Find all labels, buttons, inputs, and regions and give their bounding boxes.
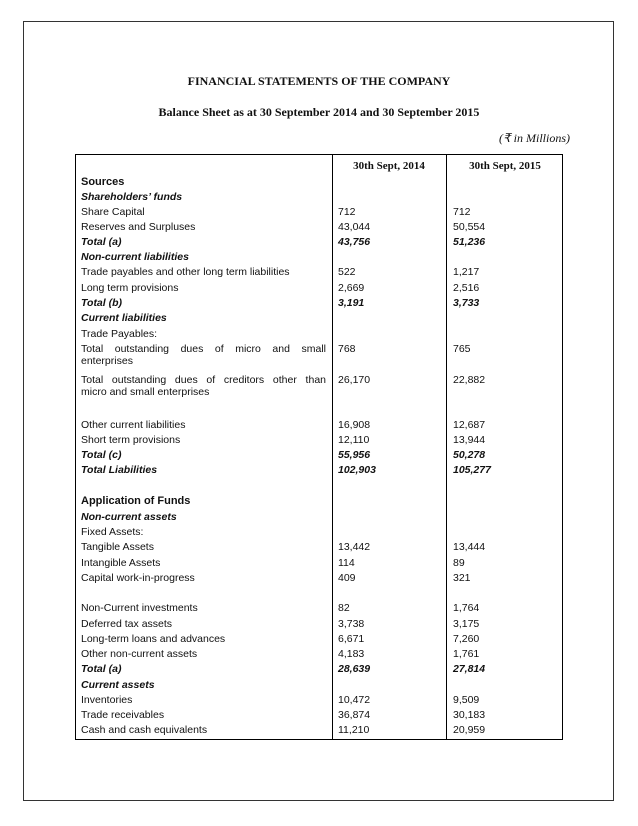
row-label: Deferred tax assets xyxy=(81,618,173,630)
value-2015: 20,959 xyxy=(453,724,486,736)
fixed-assets-heading: Fixed Assets: xyxy=(81,526,144,538)
section-heading xyxy=(76,495,564,510)
value-2015: 105,277 xyxy=(453,464,491,476)
value-2015: 3,733 xyxy=(453,297,480,309)
value-2014: 43,044 xyxy=(338,221,371,233)
row-label: Long term provisions xyxy=(81,282,179,294)
value-2015: 50,278 xyxy=(453,449,486,461)
value-2015: 13,444 xyxy=(453,541,486,553)
table-row xyxy=(76,602,564,617)
value-2014: 3,191 xyxy=(338,297,365,309)
value-2014: 11,210 xyxy=(338,724,370,736)
table-row xyxy=(76,541,564,556)
value-2014: 6,671 xyxy=(338,633,365,645)
table-row xyxy=(76,419,564,434)
value-2014: 4,183 xyxy=(338,648,365,660)
row-label: Total (c) xyxy=(81,449,122,461)
row-label: Reserves and Surpluses xyxy=(81,221,196,233)
row-label: Trade payables and other long term liabilities xyxy=(81,266,290,278)
value-2014: 522 xyxy=(338,266,356,278)
value-2014: 10,472 xyxy=(338,694,371,706)
row-label: Inventories xyxy=(81,694,133,706)
trade-payables-heading: Trade Payables: xyxy=(81,328,158,340)
table-row xyxy=(76,633,564,648)
value-2015: 51,236 xyxy=(453,236,486,248)
table-row xyxy=(76,709,564,724)
table-row xyxy=(76,724,564,739)
row-label: Intangible Assets xyxy=(81,557,161,569)
column-header-2014: 30th Sept, 2014 xyxy=(353,160,425,172)
total-row xyxy=(76,464,564,479)
value-2014: 55,956 xyxy=(338,449,371,461)
row-label: Non-Current investments xyxy=(81,602,198,614)
value-2014: 768 xyxy=(338,343,356,355)
balance-sheet-subtitle: Balance Sheet as at 30 September 2014 and 30 September 2015 xyxy=(158,105,480,119)
sources-heading: Sources xyxy=(81,176,125,188)
row-label: Other current liabilities xyxy=(81,419,186,431)
table-row xyxy=(76,572,564,587)
value-2014: 114 xyxy=(338,557,355,569)
unit-note: (₹ in Millions) xyxy=(499,131,570,145)
row-label: Long-term loans and advances xyxy=(81,633,226,645)
value-2015: 9,509 xyxy=(453,694,480,706)
value-2014: 28,639 xyxy=(338,663,371,675)
row-label: Total Liabilities xyxy=(81,464,158,476)
value-2014: 409 xyxy=(338,572,356,584)
value-2014: 26,170 xyxy=(338,374,371,386)
value-2015: 1,217 xyxy=(453,266,480,278)
value-2015: 22,882 xyxy=(453,374,486,386)
section-heading xyxy=(76,328,564,343)
current-assets-heading: Current assets xyxy=(81,679,155,691)
section-heading xyxy=(76,251,564,266)
value-2015: 321 xyxy=(453,572,471,584)
table-row xyxy=(76,343,564,373)
value-2014: 36,874 xyxy=(338,709,371,721)
table-row xyxy=(76,434,564,449)
row-label xyxy=(81,343,326,367)
total-row xyxy=(76,663,564,678)
row-label: Capital work-in-progress xyxy=(81,572,195,584)
table-row xyxy=(76,206,564,221)
table-row xyxy=(76,618,564,633)
section-heading xyxy=(76,176,564,191)
row-label-line: Total outstanding dues of creditors other than xyxy=(81,374,326,386)
value-2015: 89 xyxy=(453,557,465,569)
row-label-line: enterprises xyxy=(81,355,133,367)
row-label-line: Total outstanding dues of micro and small xyxy=(81,343,326,355)
section-heading xyxy=(76,191,564,206)
balance-sheet-table xyxy=(75,154,563,740)
value-2015: 3,175 xyxy=(453,618,480,630)
value-2014: 12,110 xyxy=(338,434,370,446)
section-heading xyxy=(76,312,564,327)
shareholders-funds-heading: Shareholders’ funds xyxy=(81,191,183,203)
value-2014: 16,908 xyxy=(338,419,371,431)
value-2015: 1,764 xyxy=(453,602,480,614)
value-2015: 12,687 xyxy=(453,419,486,431)
table-row xyxy=(76,694,564,709)
value-2015: 27,814 xyxy=(453,663,486,675)
value-2015: 7,260 xyxy=(453,633,480,645)
section-heading xyxy=(76,679,564,694)
value-2014: 43,756 xyxy=(338,236,371,248)
value-2015: 765 xyxy=(453,343,471,355)
row-label: Share Capital xyxy=(81,206,145,218)
row-label: Cash and cash equivalents xyxy=(81,724,208,736)
section-heading xyxy=(76,526,564,541)
value-2014: 3,738 xyxy=(338,618,365,630)
row-label: Other non-current assets xyxy=(81,648,198,660)
value-2014: 82 xyxy=(338,602,350,614)
column-header-2015: 30th Sept, 2015 xyxy=(469,160,541,172)
row-label: Tangible Assets xyxy=(81,541,154,553)
row-label: Trade receivables xyxy=(81,709,165,721)
value-2015: 30,183 xyxy=(453,709,486,721)
table-row xyxy=(76,282,564,297)
table-row xyxy=(76,266,564,281)
noncurrent-liabilities-heading: Non-current liabilities xyxy=(81,251,189,263)
total-row xyxy=(76,297,564,312)
row-label: Total (b) xyxy=(81,297,123,309)
value-2015: 712 xyxy=(453,206,471,218)
row-label: Total (a) xyxy=(81,236,122,248)
value-2014: 102,903 xyxy=(338,464,376,476)
value-2015: 2,516 xyxy=(453,282,480,294)
row-label: Short term provisions xyxy=(81,434,181,446)
value-2014: 712 xyxy=(338,206,356,218)
value-2014: 13,442 xyxy=(338,541,371,553)
noncurrent-assets-heading: Non-current assets xyxy=(81,511,177,523)
table-row xyxy=(76,221,564,236)
application-heading: Application of Funds xyxy=(81,495,191,507)
row-label-line: micro and small enterprises xyxy=(81,386,210,398)
row-label: Total (a) xyxy=(81,663,122,675)
value-2015: 50,554 xyxy=(453,221,486,233)
value-2015: 1,761 xyxy=(453,648,480,660)
document-title: FINANCIAL STATEMENTS OF THE COMPANY xyxy=(187,74,451,88)
value-2015: 13,944 xyxy=(453,434,486,446)
table-row xyxy=(76,557,564,572)
row-label xyxy=(81,374,326,398)
total-row xyxy=(76,236,564,251)
section-heading xyxy=(76,511,564,526)
table-row xyxy=(76,374,564,404)
current-liabilities-heading: Current liabilities xyxy=(81,312,167,324)
value-2014: 2,669 xyxy=(338,282,365,294)
total-row xyxy=(76,449,564,464)
table-row xyxy=(76,648,564,663)
